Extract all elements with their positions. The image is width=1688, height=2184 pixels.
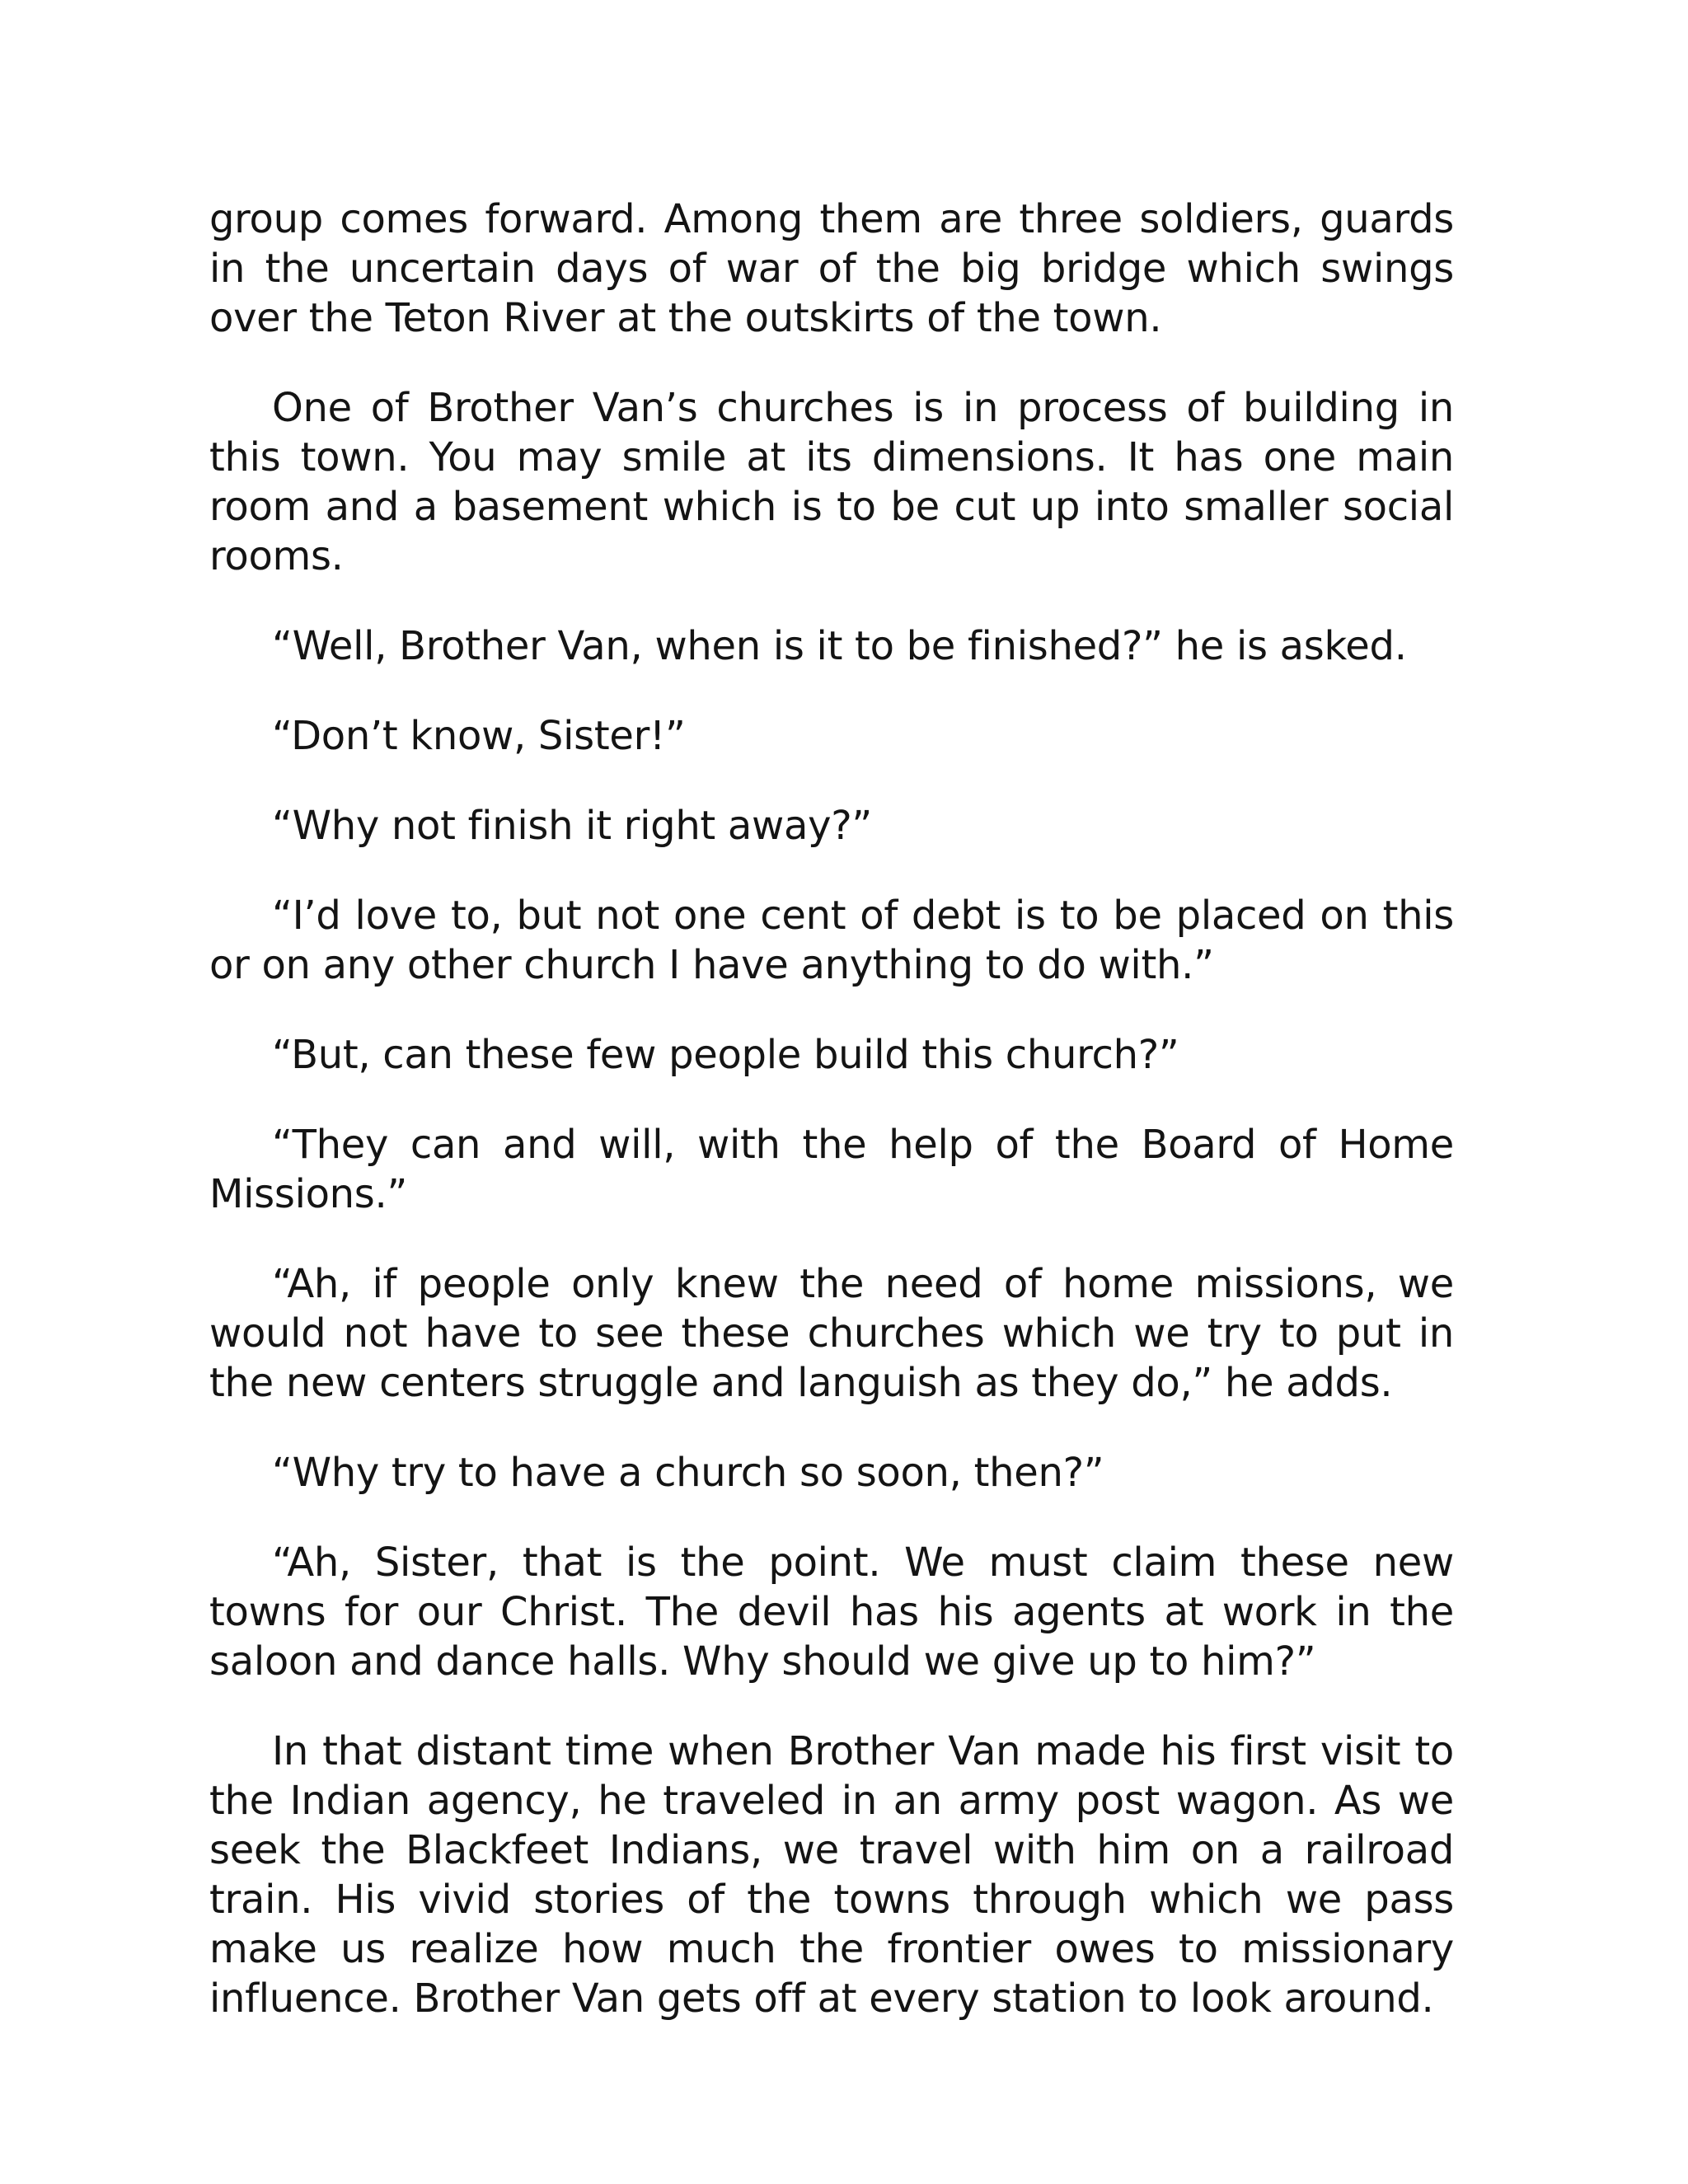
paragraph-3: “Well, Brother Van, when is it to be finished?” he is asked. xyxy=(272,623,1407,669)
paragraph-1: group comes forward. Among them are three soldiers, guards in the uncertain days of war of the big bridge which swings over the Teton River at the outskirts of the town. xyxy=(209,196,1454,341)
paragraph-4: “Don’t know, Sister!” xyxy=(272,713,686,759)
page-body xyxy=(209,194,1454,2023)
paragraph-11: “Ah, Sister, that is the point. We must claim these new towns for our Christ. The devil has his agents at work in the saloon and dance halls. Why should we give up to him?” xyxy=(209,1540,1454,1685)
paragraph-2: One of Brother Van’s churches is in process of building in this town. You may smile at its dimensions. It has one main room and a basement which is to be cut up into smaller social rooms. xyxy=(209,385,1454,579)
paragraph-5: “Why not finish it right away?” xyxy=(272,803,872,849)
paragraph-10: “Why try to have a church so soon, then?” xyxy=(272,1450,1104,1496)
paragraph-8: “They can and will, with the help of the Board of Home Missions.” xyxy=(209,1122,1454,1217)
paragraph-9: “Ah, if people only knew the need of home missions, we would not have to see these churches which we try to put in the new centers struggle and languish as they do,” he adds. xyxy=(209,1261,1454,1406)
paragraph-12: In that distant time when Brother Van made his first visit to the Indian agency, he traveled in an army post wagon. As we seek the Blackfeet Indians, we travel with him on a railroad train. His vivid stories of the towns through which we pass make us realize how much the frontier owes to missionary influence. Brother Van gets off at every station to look around. xyxy=(209,1728,1454,2022)
paragraph-6: “I’d love to, but not one cent of debt is to be placed on this or on any other church I have anything to do with.” xyxy=(209,893,1454,988)
paragraph-7: “But, can these few people build this church?” xyxy=(272,1032,1179,1078)
